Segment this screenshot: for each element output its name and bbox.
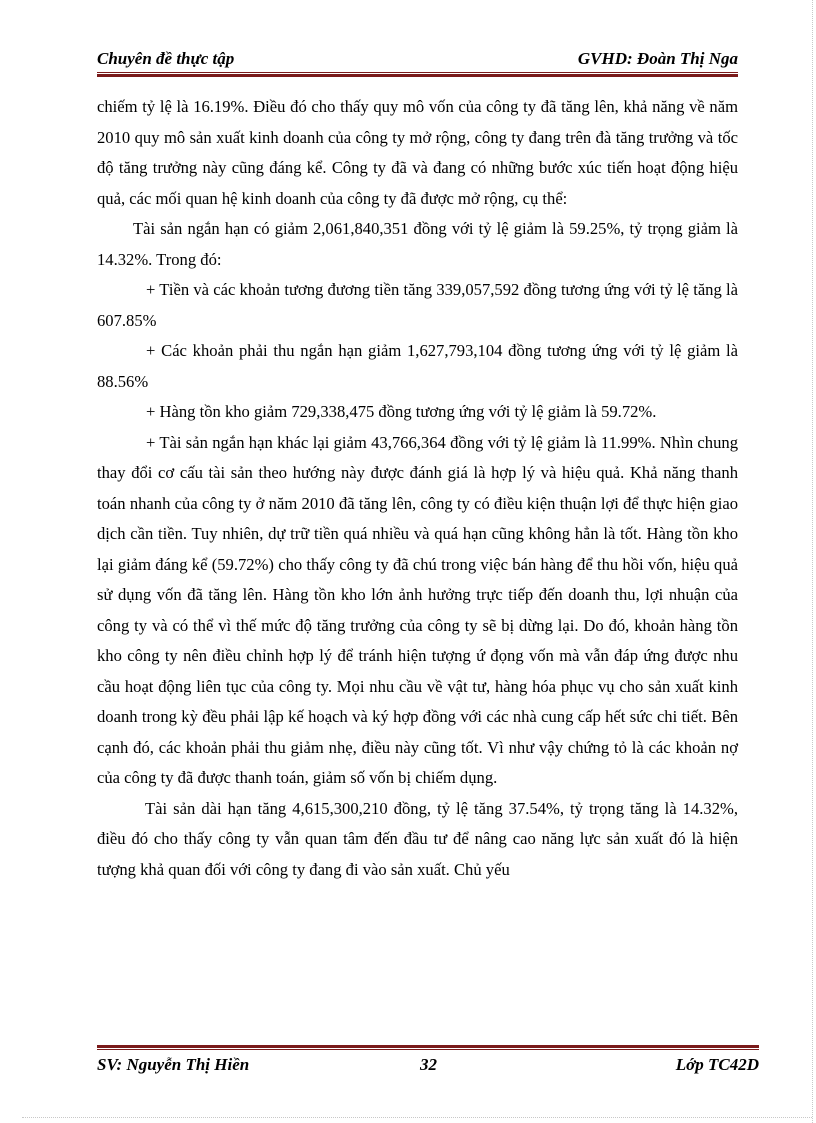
page-footer — [97, 1055, 759, 1077]
body-text — [97, 92, 738, 885]
paragraph-cash-item: + Tiền và các khoản tương đương tiền tăng 339,057,592 đồng tương ứng với tỷ lệ tăng là 607.85% — [97, 280, 738, 330]
footer-class: Lớp TC42D — [675, 1055, 759, 1074]
footer-student: SV: Nguyễn Thị Hiền — [97, 1055, 250, 1074]
page-number: 32 — [420, 1055, 437, 1074]
footer-rule-thick — [97, 1045, 759, 1048]
footer-rule-thin — [97, 1049, 759, 1050]
page-edge-bottom — [22, 1117, 812, 1118]
paragraph-short-term-assets: Tài sản ngắn hạn có giảm 2,061,840,351 đồng với tỷ lệ giảm là 59.25%, tỷ trọng giảm là 14.32%. Trong đó: — [97, 219, 738, 269]
paragraph-other-assets-item: + Tài sản ngắn hạn khác lại giảm 43,766,364 đồng với tỷ lệ giảm là 11.99%. Nhìn chung thay đổi cơ cấu tài sản theo hướng này được đánh giá là hợp lý và hiệu quả. Khả năng thanh toán nhanh của công ty ở năm 2010 đã tăng lên, công ty có điều kiện thuận lợi để thực hiện giao dịch cần tiền. Tuy nhiên, dự trữ tiền quá nhiều và quá hạn cũng không hẳn là tốt. Hàng tồn kho lại giảm đáng kể (59.72%) cho thấy công ty đã chú trong việc bán hàng để thu hồi vốn, hiệu quả sử dụng vốn đã tăng lên. Hàng tồn kho lớn ảnh hưởng trực tiếp đến doanh thu, lợi nhuận của công ty và có thể vì thế mức độ tăng trưởng của công ty sẽ bị dừng lại. Do đó, khoản hàng tồn kho công ty nên điều chỉnh hợp lý để tránh hiện tượng ứ đọng vốn mà vẫn đáp ứng được nhu cầu hoạt động liên tục của công ty. Mọi nhu cầu về vật tư, hàng hóa phục vụ cho sản xuất kinh doanh trong kỳ đều phải lập kế hoạch và ký hợp đồng với các nhà cung cấp hết sức chi tiết. Bên cạnh đó, các khoản phải thu giảm nhẹ, điều này cũng tốt. Vì như vậy chứng tỏ là các khoản nợ của công ty đã được thanh toán, giảm số vốn bị chiếm dụng. — [97, 432, 738, 787]
header-rule — [97, 72, 738, 77]
header-rule-thin — [97, 72, 738, 73]
header-advisor: GVHD: Đoàn Thị Nga — [577, 49, 738, 68]
header-topic: Chuyên đề thực tập — [97, 49, 235, 68]
page-edge-right — [812, 0, 813, 1123]
footer-rule — [97, 1045, 759, 1050]
paragraph-long-term-assets: Tài sản dài hạn tăng 4,615,300,210 đồng, tỷ lệ tăng 37.54%, tỷ trọng tăng là 14.32%, điều đó cho thấy công ty vẫn quan tâm đến đầu tư để nâng cao năng lực sản xuất đó là hiện tượng khả quan đối với công ty đang đi vào sản xuất. Chủ yếu — [97, 798, 738, 879]
paragraph-receivables-item: + Các khoản phải thu ngắn hạn giảm 1,627,793,104 đồng tương ứng với tỷ lệ giảm là 88.56% — [97, 341, 738, 391]
header-rule-thick — [97, 74, 738, 77]
page-header — [97, 49, 738, 71]
paragraph-inventory-item: + Hàng tồn kho giảm 729,338,475 đồng tương ứng với tỷ lệ giảm là 59.72%. — [146, 402, 657, 421]
paragraph-intro: chiếm tỷ lệ là 16.19%. Điều đó cho thấy quy mô vốn của công ty đã tăng lên, khả năng về năm 2010 quy mô sản xuất kinh doanh của công ty mở rộng, công ty đang trên đà tăng trưởng và tốc độ tăng trưởng này cũng đáng kể. Công ty đã và đang có những bước xúc tiến hoạt động hiệu quả, các mối quan hệ kinh doanh của công ty đã được mở rộng, cụ thể: — [97, 97, 738, 208]
